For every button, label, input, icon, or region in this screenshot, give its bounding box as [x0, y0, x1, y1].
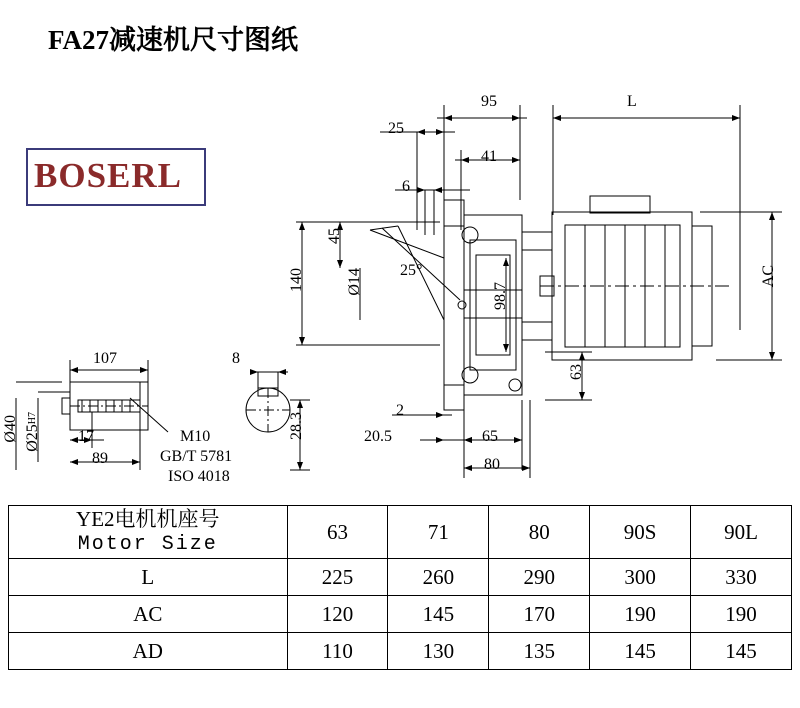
dim-65: 65 — [482, 428, 498, 445]
dim-107: 107 — [93, 350, 117, 367]
dim-dia14: Ø14 — [346, 268, 363, 296]
logo-text: BOSERL — [34, 156, 182, 195]
table-row — [9, 559, 792, 596]
dim-8: 8 — [232, 350, 240, 367]
dim-h7-suffix: H7 — [27, 412, 38, 425]
dim-dia25-value: Ø25 — [24, 424, 41, 452]
dim-80: 80 — [484, 456, 500, 473]
table-header-size: 63 — [287, 506, 388, 559]
dim-41: 41 — [481, 148, 497, 165]
dim-AC: AC — [760, 265, 777, 288]
table-cell: 120 — [287, 596, 388, 633]
table-cell: 190 — [590, 596, 691, 633]
dim-2: 2 — [396, 402, 404, 419]
table-header-label-en: Motor Size — [77, 533, 218, 556]
dim-28-3: 28.3 — [288, 412, 305, 440]
table-row-header — [9, 506, 792, 559]
table-header-label-cn: YE2电机机座号 — [76, 507, 220, 531]
table-header-size: 90L — [691, 506, 792, 559]
page-title: FA27减速机尺寸图纸 — [48, 25, 298, 55]
table-cell: 130 — [388, 633, 489, 670]
dim-95: 95 — [481, 93, 497, 110]
table-cell: 330 — [691, 559, 792, 596]
note-gbt5781: GB/T 5781 — [160, 448, 233, 465]
dim-20-5: 20.5 — [364, 428, 392, 445]
table-cell: 145 — [691, 633, 792, 670]
table-row-label: L — [9, 559, 288, 596]
dim-98-7: 98.7 — [492, 282, 509, 310]
spec-table — [8, 505, 792, 670]
dim-25: 25 — [388, 120, 404, 137]
table-cell: 290 — [489, 559, 590, 596]
table-cell: 135 — [489, 633, 590, 670]
dim-89: 89 — [92, 450, 108, 467]
table-header-size: 71 — [388, 506, 489, 559]
table-cell: 225 — [287, 559, 388, 596]
table-header-label — [9, 506, 288, 559]
note-m10: M10 — [180, 428, 211, 445]
table-cell: 300 — [590, 559, 691, 596]
dim-L: L — [627, 93, 637, 110]
table-row-label: AD — [9, 633, 288, 670]
dim-dia40: Ø40 — [2, 415, 19, 443]
dim-63: 63 — [568, 364, 585, 380]
table-row — [9, 633, 792, 670]
table-header-size: 80 — [489, 506, 590, 559]
dim-6: 6 — [402, 178, 410, 195]
dim-dia25-h7 — [24, 412, 42, 452]
table-cell: 190 — [691, 596, 792, 633]
table-cell: 170 — [489, 596, 590, 633]
dim-17: 17 — [78, 428, 94, 445]
table-row-label: AC — [9, 596, 288, 633]
table-row — [9, 596, 792, 633]
dim-angle-25deg: 25° — [400, 262, 423, 279]
table-cell: 145 — [388, 596, 489, 633]
table-cell: 110 — [287, 633, 388, 670]
table-cell: 145 — [590, 633, 691, 670]
dim-140: 140 — [288, 268, 305, 292]
note-iso4018: ISO 4018 — [168, 468, 230, 485]
dim-45: 45 — [326, 228, 343, 244]
table-cell: 260 — [388, 559, 489, 596]
table-header-size: 90S — [590, 506, 691, 559]
